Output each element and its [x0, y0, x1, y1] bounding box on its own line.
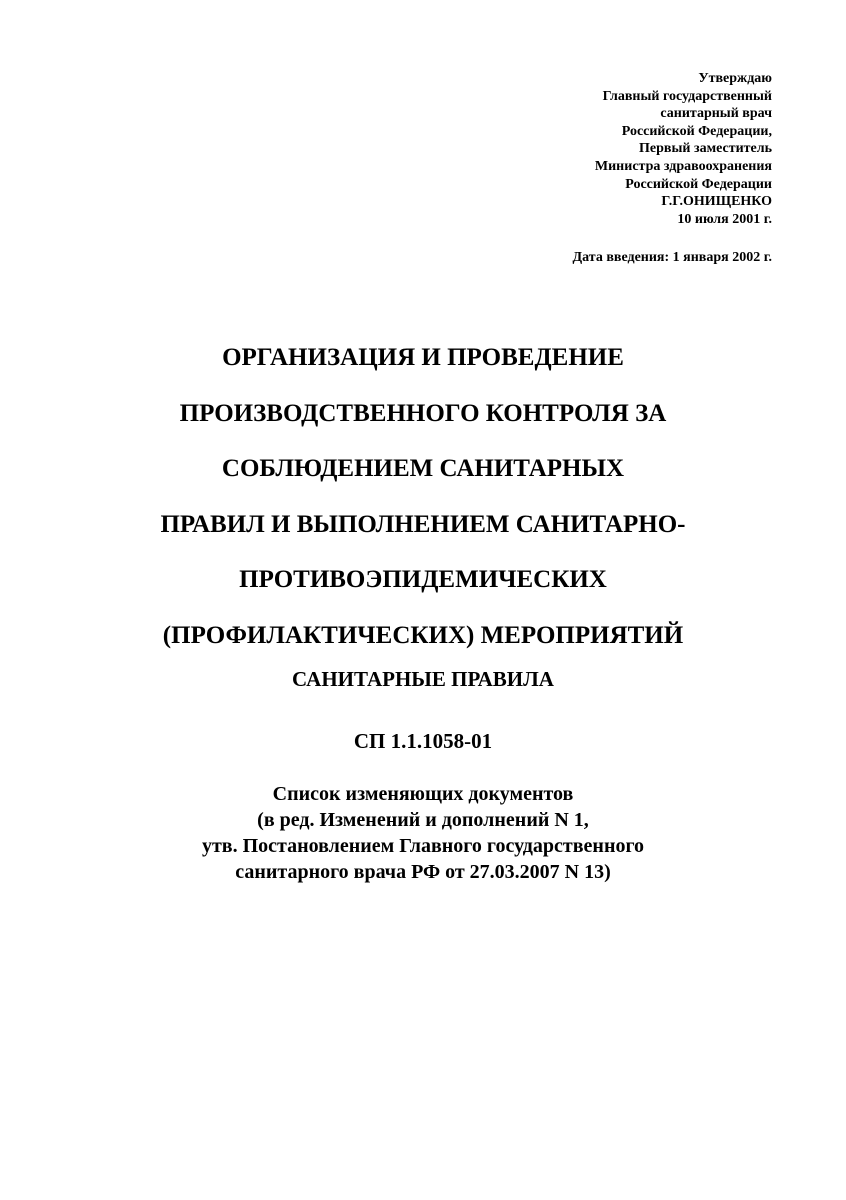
approval-line: Российской Федерации, [621, 123, 772, 139]
title-line: ПРОИЗВОДСТВЕННОГО КОНТРОЛЯ ЗА [179, 399, 667, 427]
title-line: (ПРОФИЛАКТИЧЕСКИХ) МЕРОПРИЯТИЙ [162, 621, 684, 649]
introduction-date: Дата введения: 1 января 2002 г. [572, 250, 772, 265]
approval-line: санитарный врач [660, 106, 772, 122]
approval-line: Российской Федерации [625, 176, 772, 192]
amendments-line: утв. Постановлением Главного государственного [201, 835, 645, 857]
title-line: СОБЛЮДЕНИЕМ САНИТАРНЫХ [221, 455, 625, 483]
amendments-line: санитарного врача РФ от 27.03.2007 N 13) [235, 861, 611, 883]
approval-block [452, 70, 772, 228]
approval-date: 10 июля 2001 г. [677, 211, 772, 227]
document-type: САНИТАРНЫЕ ПРАВИЛА [292, 667, 554, 691]
approval-line: Утверждаю [698, 71, 772, 86]
approval-line: Министра здравоохранения [594, 158, 772, 174]
document-title [0, 330, 846, 664]
title-line: ПРОТИВОЭПИДЕМИЧЕСКИХ [239, 566, 607, 594]
amendments-list [0, 781, 846, 885]
title-line: ПРАВИЛ И ВЫПОЛНЕНИЕМ САНИТАРНО- [160, 510, 686, 538]
approval-line: Первый заместитель [639, 141, 772, 157]
approval-signatory: Г.Г.ОНИЩЕНКО [661, 194, 772, 210]
document-code: СП 1.1.1058-01 [353, 729, 493, 753]
amendments-heading: Список изменяющих документов [272, 783, 574, 805]
amendments-line: (в ред. Изменений и дополнений N 1, [257, 809, 589, 831]
approval-line: Главный государственный [602, 88, 772, 104]
title-line: ОРГАНИЗАЦИЯ И ПРОВЕДЕНИЕ [222, 344, 624, 371]
